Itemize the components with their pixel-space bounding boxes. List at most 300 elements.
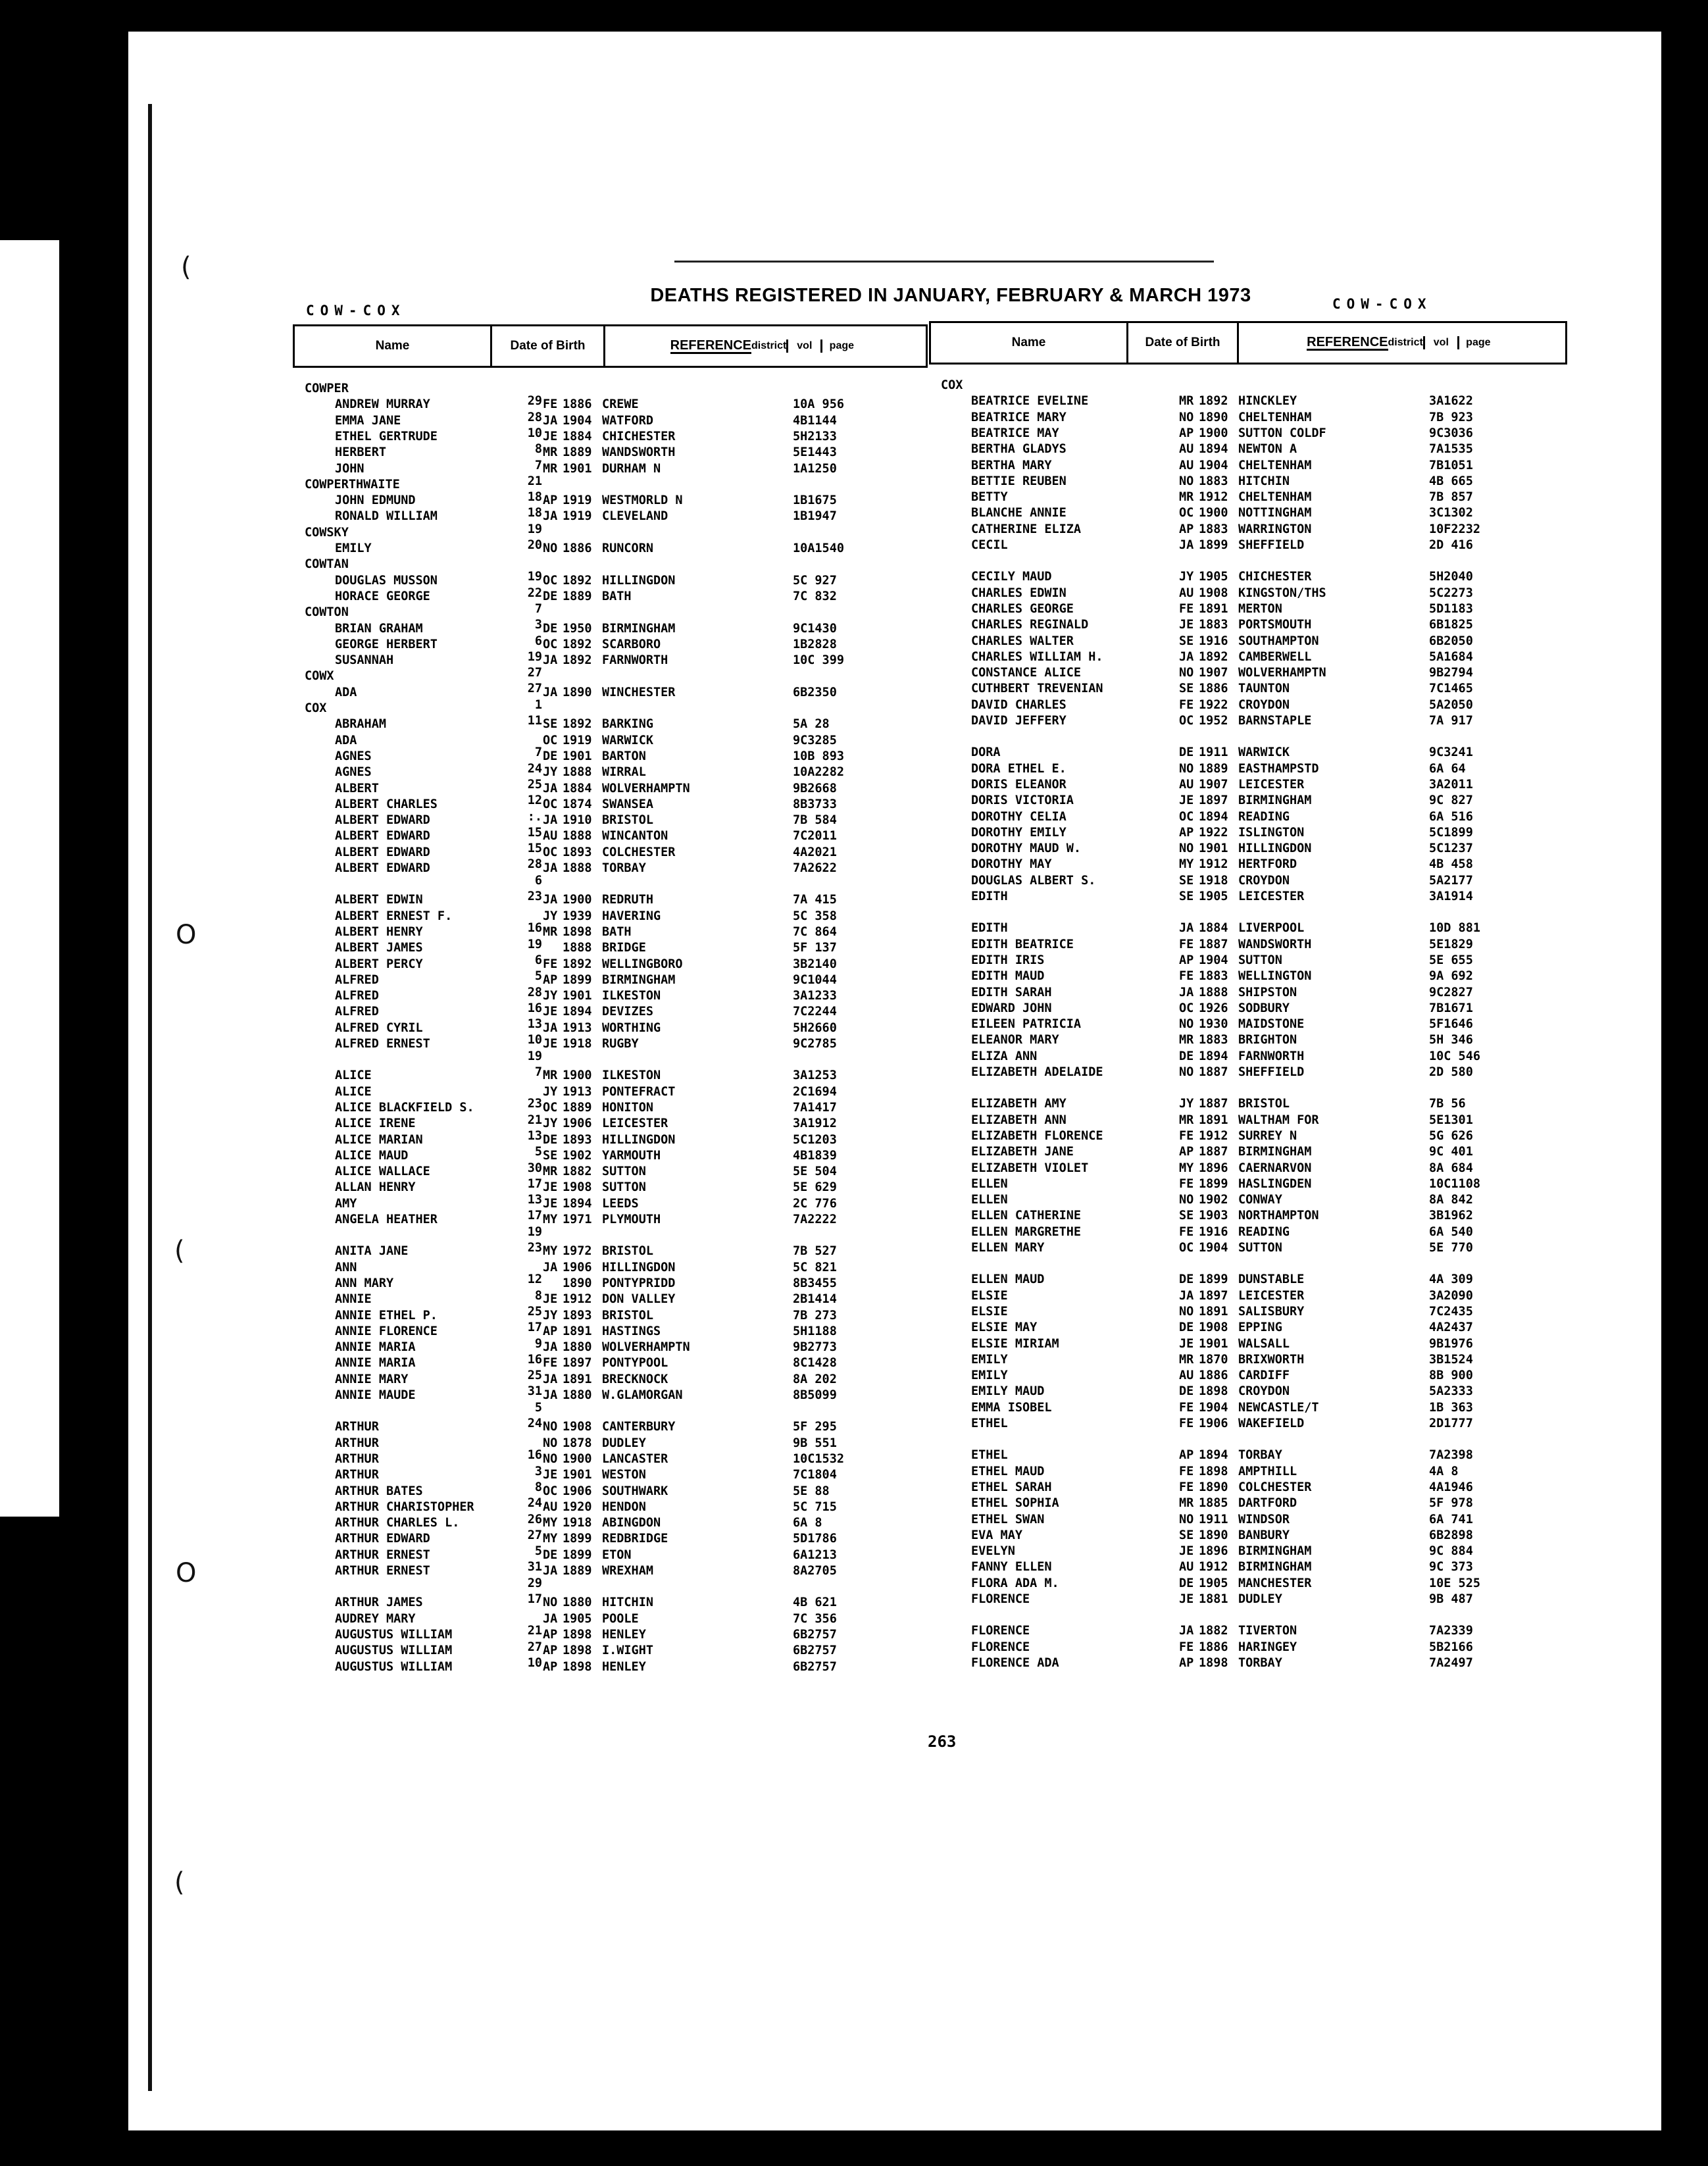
birth-month-cell: OC: [1179, 506, 1194, 520]
birth-day-cell: 20: [527, 538, 542, 552]
forename-cell: AUDREY MARY: [335, 1611, 416, 1626]
birth-day-cell: 5: [534, 1145, 542, 1159]
birth-year-cell: 1886: [1199, 1640, 1228, 1654]
birth-month-cell: JE: [543, 1196, 558, 1211]
reference-cell: 1A1250: [793, 461, 837, 476]
district-cell: WOLVERHAMPTN: [1238, 666, 1326, 680]
reference-cell: 10C 399: [793, 653, 844, 668]
birth-month-cell: NO: [1179, 410, 1194, 424]
district-cell: NORTHAMPTON: [1238, 1209, 1319, 1223]
range-right: COW-COX: [1332, 296, 1432, 312]
reference-cell: 5D1786: [793, 1532, 837, 1546]
birth-year-cell: 1897: [1199, 793, 1228, 808]
forename-cell: DOROTHY MAY: [971, 857, 1052, 872]
birth-day-cell: 6: [534, 873, 542, 888]
birth-day-cell: 19: [527, 649, 542, 664]
district-cell: ABINGDON: [602, 1516, 661, 1530]
birth-day-cell: 23: [527, 890, 542, 903]
birth-month-cell: MR: [543, 1165, 558, 1179]
forename-cell: CHARLES WILLIAM H.: [971, 649, 1103, 664]
district-cell: DUDLEY: [1238, 1592, 1282, 1606]
forename-cell: ETHEL SARAH: [971, 1480, 1052, 1494]
birth-month-cell: MY: [1179, 857, 1194, 872]
surname-heading: COWPER: [305, 382, 349, 395]
birth-month-cell: OC: [543, 573, 558, 588]
birth-day-cell: 30: [527, 1161, 542, 1175]
birth-year-cell: 1893: [563, 1308, 592, 1322]
forename-cell: ALFRED: [335, 989, 379, 1003]
page-header: page: [1466, 337, 1491, 348]
district-cell: WOLVERHAMPTN: [602, 1340, 690, 1355]
birth-month-cell: AP: [1179, 825, 1194, 840]
district-cell: WELLINGBORO: [602, 957, 683, 971]
birth-month-cell: MY: [543, 1213, 558, 1226]
birth-month-cell: FE: [1179, 937, 1194, 951]
district-cell: HASLINGDEN: [1238, 1176, 1312, 1191]
forename-cell: AUGUSTUS WILLIAM: [335, 1659, 453, 1674]
birth-year-cell: 1913: [563, 1020, 592, 1035]
district-cell: BATH: [602, 589, 632, 603]
forename-cell: ALBERT HENRY: [335, 924, 423, 939]
birth-month-cell: OC: [1179, 1241, 1194, 1255]
reference-cell: 5G 626: [1429, 1128, 1473, 1143]
reference-cell: 8A 842: [1429, 1193, 1473, 1207]
birth-day-cell: 28: [527, 410, 542, 424]
reference-cell: 5C 715: [793, 1499, 837, 1514]
forename-cell: ELLEN CATHERINE: [971, 1209, 1082, 1223]
reference-cell: 9C2827: [1429, 985, 1473, 999]
birth-day-cell: 25: [527, 1369, 542, 1383]
district-cell: WALTHAM FOR: [1238, 1113, 1319, 1127]
birth-month-cell: FE: [1179, 1464, 1194, 1478]
district-cell: HARINGEY: [1238, 1640, 1297, 1654]
reference-cell: 9C 401: [1429, 1145, 1473, 1159]
forename-cell: CECILY MAUD: [971, 570, 1052, 584]
forename-cell: ARTHUR BATES: [335, 1484, 423, 1498]
forename-cell: ALICE IRENE: [335, 1117, 416, 1131]
forename-cell: ARTHUR CHARISTOPHER: [335, 1499, 474, 1514]
district-cell: W.GLAMORGAN: [602, 1388, 683, 1402]
forename-cell: CATHERINE ELIZA: [971, 522, 1082, 536]
reference-cell: 8B3733: [793, 797, 837, 811]
birth-day-cell: 16: [527, 1448, 542, 1463]
reference-cell: 10B 893: [793, 749, 844, 763]
forename-cell: FLORENCE: [971, 1592, 1030, 1606]
birth-day-cell: 15: [527, 842, 542, 856]
district-cell: HAVERING: [602, 909, 661, 923]
forename-cell: BERTHA GLADYS: [971, 442, 1067, 457]
reference-cell: 7A2497: [1429, 1655, 1473, 1670]
birth-year-cell: 1899: [563, 1532, 592, 1546]
forename-cell: ALFRED CYRIL: [335, 1020, 423, 1035]
district-cell: LEICESTER: [1238, 777, 1305, 792]
district-cell: DON VALLEY: [602, 1292, 676, 1307]
birth-month-cell: AP: [1179, 1448, 1194, 1463]
district-cell: SOUTHWARK: [602, 1484, 668, 1498]
birth-month-cell: JY: [543, 1308, 558, 1322]
birth-year-cell: 1897: [563, 1356, 592, 1371]
reference-cell: 7C2244: [793, 1005, 837, 1019]
forename-cell: EMILY: [971, 1369, 1008, 1383]
birth-month-cell: AP: [1179, 1145, 1194, 1159]
birth-day-cell: 17: [527, 1321, 542, 1335]
district-cell: HILLINGDON: [602, 1260, 676, 1274]
birth-month-cell: NO: [543, 542, 558, 555]
forename-cell: ARTHUR ERNEST: [335, 1564, 430, 1578]
birth-day-cell: 13: [527, 1128, 542, 1143]
birth-day-cell: 10: [527, 1655, 542, 1670]
district-cell: DUNSTABLE: [1238, 1272, 1305, 1287]
reference-cell: 4B 665: [1429, 474, 1473, 488]
reference-cell: 9C 827: [1429, 793, 1473, 808]
reference-cell: 7A2398: [1429, 1448, 1473, 1463]
district-cell: CANTERBURY: [602, 1420, 676, 1434]
district-cell: WARWICK: [602, 733, 653, 747]
reference-cell: 7B1051: [1429, 458, 1473, 472]
table-header: [929, 321, 1567, 365]
forename-cell: ADA: [335, 733, 357, 747]
forename-cell: ELLEN: [971, 1193, 1008, 1207]
reference-cell: 5C1203: [793, 1132, 837, 1147]
district-cell: BRIDGE: [602, 941, 646, 955]
birth-year-cell: 1892: [563, 717, 592, 732]
district-cell: WAKEFIELD: [1238, 1417, 1305, 1430]
birth-year-cell: 1911: [1199, 1512, 1228, 1526]
forename-cell: BLANCHE ANNIE: [971, 506, 1067, 520]
birth-year-cell: 1908: [563, 1180, 592, 1195]
birth-day-cell: 21: [527, 474, 542, 488]
forename-cell: AUGUSTUS WILLIAM: [335, 1627, 453, 1642]
birth-month-cell: JE: [543, 1005, 558, 1019]
forename-cell: ALBERT: [335, 781, 379, 795]
birth-month-cell: FE: [1179, 1480, 1194, 1494]
birth-month-cell: JE: [1179, 1544, 1194, 1559]
birth-month-cell: JA: [1179, 1624, 1194, 1638]
birth-day-cell: 31: [527, 1560, 542, 1574]
district-cell: CROYDON: [1238, 697, 1290, 712]
birth-year-cell: 1904: [563, 413, 592, 428]
forename-cell: DOROTHY EMILY: [971, 825, 1067, 840]
birth-day-cell: 19: [527, 1049, 542, 1063]
district-cell: I.WIGHT: [602, 1644, 653, 1658]
birth-month-cell: JY: [543, 765, 558, 780]
birth-day-cell: 17: [527, 1176, 542, 1191]
birth-day-cell: :.: [527, 809, 542, 824]
forename-cell: ETHEL MAUD: [971, 1464, 1045, 1478]
district-cell: HILLINGDON: [602, 573, 676, 588]
surname-heading: COX: [305, 701, 327, 715]
district-cell: ETON: [602, 1548, 632, 1562]
forename-cell: ANNIE: [335, 1292, 372, 1307]
birth-month-cell: JA: [543, 813, 558, 828]
district-cell: WELLINGTON: [1238, 969, 1312, 984]
district-cell: PONTYPOOL: [602, 1356, 668, 1371]
birth-day-cell: 6: [534, 634, 542, 648]
forename-cell: BEATRICE MAY: [971, 426, 1059, 440]
birth-month-cell: FE: [1179, 1176, 1194, 1191]
birth-month-cell: NO: [1179, 761, 1194, 776]
reference-cell: 7A1535: [1429, 442, 1473, 457]
birth-month-cell: JA: [1179, 985, 1194, 999]
page-number: 263: [928, 1732, 957, 1751]
birth-year-cell: 1887: [1199, 1145, 1228, 1159]
forename-cell: DORIS ELEANOR: [971, 777, 1067, 792]
district-cell: CROYDON: [1238, 1384, 1290, 1399]
punch-hole-icon: (: [174, 1236, 185, 1266]
reference-cell: 9B1976: [1429, 1336, 1473, 1351]
district-cell: HASTINGS: [602, 1324, 661, 1338]
dob-header: Date of Birth: [1128, 323, 1239, 363]
birth-year-cell: 1901: [1199, 842, 1228, 856]
forename-cell: EMMA ISOBEL: [971, 1400, 1052, 1415]
birth-year-cell: 1905: [1199, 1576, 1228, 1590]
forename-cell: ALICE WALLACE: [335, 1165, 430, 1179]
forename-cell: CHARLES EDWIN: [971, 586, 1067, 600]
birth-day-cell: 28: [527, 857, 542, 872]
birth-month-cell: MR: [1179, 1033, 1194, 1047]
birth-year-cell: 1920: [563, 1499, 592, 1514]
district-cell: SHEFFIELD: [1238, 1065, 1305, 1079]
forename-cell: ELSIE: [971, 1304, 1008, 1319]
reference-header: [1239, 323, 1565, 363]
birth-month-cell: NO: [1179, 1304, 1194, 1319]
reference-cell: 10A1540: [793, 542, 844, 555]
forename-cell: EDITH BEATRICE: [971, 937, 1074, 951]
forename-cell: ARTHUR EDWARD: [335, 1532, 430, 1546]
birth-year-cell: 1886: [563, 397, 592, 412]
forename-cell: ELIZABETH ADELAIDE: [971, 1065, 1103, 1079]
reference-cell: 10C1108: [1429, 1176, 1480, 1191]
birth-month-cell: AU: [1179, 1560, 1194, 1574]
forename-cell: ANN: [335, 1260, 357, 1274]
birth-month-cell: JY: [1179, 570, 1194, 584]
reference-cell: 5E 655: [1429, 953, 1473, 967]
district-cell: CROYDON: [1238, 873, 1290, 888]
reference-cell: 3A1622: [1429, 394, 1473, 409]
forename-cell: DAVID JEFFERY: [971, 714, 1067, 728]
birth-month-cell: AU: [1179, 458, 1194, 472]
birth-year-cell: 1899: [1199, 1272, 1228, 1287]
birth-month-cell: NO: [1179, 1193, 1194, 1207]
birth-month-cell: FE: [1179, 1400, 1194, 1415]
district-cell: BRISTOL: [602, 813, 653, 828]
birth-month-cell: FE: [1179, 1417, 1194, 1430]
forename-cell: ANITA JANE: [335, 1244, 409, 1259]
forename-cell: ADA: [335, 685, 357, 699]
birth-day-cell: 7: [534, 601, 542, 616]
birth-year-cell: 1908: [563, 1420, 592, 1434]
reference-cell: 5C 821: [793, 1260, 837, 1274]
birth-month-cell: AU: [1179, 442, 1194, 457]
reference-cell: 7C1465: [1429, 682, 1473, 696]
reference-title: REFERENCE: [670, 338, 751, 353]
reference-cell: 5H2660: [793, 1020, 837, 1035]
reference-cell: 2D1777: [1429, 1417, 1473, 1430]
district-cell: MAIDSTONE: [1238, 1017, 1305, 1032]
forename-cell: BEATRICE MARY: [971, 410, 1067, 424]
district-cell: FARNWORTH: [602, 653, 668, 668]
birth-month-cell: AP: [543, 1627, 558, 1642]
forename-cell: ETHEL SWAN: [971, 1512, 1045, 1526]
birth-year-cell: 1894: [1199, 1448, 1228, 1463]
forename-cell: DOUGLAS MUSSON: [335, 573, 438, 588]
district-cell: CAERNARVON: [1238, 1161, 1312, 1175]
reference-cell: 9C 884: [1429, 1544, 1473, 1559]
forename-cell: AMY: [335, 1196, 357, 1211]
birth-year-cell: 1888: [563, 829, 592, 844]
birth-month-cell: FE: [1179, 1640, 1194, 1654]
forename-cell: GEORGE HERBERT: [335, 637, 438, 651]
reference-cell: 5H2040: [1429, 570, 1473, 584]
forename-cell: ALFRED: [335, 972, 379, 987]
birth-month-cell: AU: [1179, 777, 1194, 792]
district-cell: WIRRAL: [602, 765, 646, 780]
birth-year-cell: 1918: [563, 1516, 592, 1530]
range-left: COW-COX: [306, 303, 406, 318]
district-cell: AMPTHILL: [1238, 1464, 1297, 1478]
birth-day-cell: 3: [534, 618, 542, 632]
forename-cell: EMILY MAUD: [971, 1384, 1045, 1399]
birth-month-cell: FE: [1179, 1128, 1194, 1143]
district-cell: SUTTON: [602, 1165, 646, 1179]
birth-month-cell: DE: [543, 621, 558, 636]
district-cell: LEICESTER: [1238, 1288, 1305, 1303]
district-cell: BATH: [602, 924, 632, 939]
forename-cell: BERTHA MARY: [971, 458, 1052, 472]
district-cell: FARNWORTH: [1238, 1049, 1305, 1063]
forename-cell: ELIZABETH FLORENCE: [971, 1128, 1103, 1143]
district-cell: HENLEY: [602, 1627, 646, 1642]
district-cell: KINGSTON/THS: [1238, 586, 1326, 600]
reference-cell: 5D1183: [1429, 601, 1473, 616]
reference-cell: 5H 346: [1429, 1033, 1473, 1047]
birth-day-cell: 27: [527, 1640, 542, 1654]
reference-cell: 9C 373: [1429, 1560, 1473, 1574]
birth-month-cell: MR: [543, 924, 558, 939]
forename-cell: ARTHUR: [335, 1451, 379, 1466]
birth-day-cell: 23: [527, 1097, 542, 1111]
reference-cell: 1B1947: [793, 509, 837, 524]
forename-cell: ELIZABETH AMY: [971, 1097, 1067, 1111]
birth-day-cell: 27: [527, 1528, 542, 1542]
district-cell: SCARBORO: [602, 637, 661, 651]
forename-cell: FLORA ADA M.: [971, 1576, 1059, 1590]
birth-year-cell: 1887: [1199, 1097, 1228, 1111]
forename-cell: EVELYN: [971, 1544, 1015, 1559]
birth-year-cell: 1894: [1199, 442, 1228, 457]
birth-day-cell: 26: [527, 1512, 542, 1526]
reference-cell: 6A 540: [1429, 1224, 1473, 1239]
reference-cell: 10C 546: [1429, 1049, 1480, 1063]
district-cell: DUDLEY: [602, 1436, 646, 1450]
birth-month-cell: MR: [1179, 1352, 1194, 1367]
forename-cell: ARTHUR ERNEST: [335, 1548, 430, 1562]
reference-cell: 7A 917: [1429, 714, 1473, 728]
birth-month-cell: JE: [1179, 618, 1194, 632]
reference-cell: 5C 358: [793, 909, 837, 923]
forename-cell: JOHN: [335, 461, 364, 476]
district-cell: WORTHING: [602, 1020, 661, 1035]
forename-cell: ETHEL SOPHIA: [971, 1496, 1059, 1511]
district-cell: CLEVELAND: [602, 509, 668, 524]
forename-cell: ABRAHAM: [335, 717, 386, 732]
punch-hole-icon: (: [181, 252, 191, 282]
birth-month-cell: NO: [1179, 1065, 1194, 1079]
birth-year-cell: 1905: [1199, 890, 1228, 903]
district-cell: WALSALL: [1238, 1336, 1290, 1351]
birth-month-cell: NO: [1179, 666, 1194, 680]
birth-month-cell: NO: [543, 1436, 558, 1450]
birth-year-cell: 1904: [1199, 1400, 1228, 1415]
birth-year-cell: 1887: [1199, 1065, 1228, 1079]
birth-year-cell: 1912: [1199, 490, 1228, 505]
birth-month-cell: NO: [543, 1596, 558, 1610]
birth-month-cell: FE: [1179, 1224, 1194, 1239]
reference-cell: 7B 527: [793, 1244, 837, 1259]
birth-year-cell: 1884: [563, 781, 592, 795]
birth-month-cell: OC: [1179, 809, 1194, 824]
district-cell: WOLVERHAMPTN: [602, 781, 690, 795]
reference-cell: 5F 137: [793, 941, 837, 955]
forename-cell: EDWARD JOHN: [971, 1001, 1052, 1015]
forename-cell: ELLEN MARY: [971, 1241, 1045, 1255]
birth-year-cell: 1880: [563, 1596, 592, 1610]
district-cell: BARNSTAPLE: [1238, 714, 1312, 728]
reference-cell: 6B2757: [793, 1644, 837, 1658]
reference-cell: 5A1684: [1429, 649, 1473, 664]
district-cell: LEICESTER: [602, 1117, 668, 1131]
forename-cell: ANNIE ETHEL P.: [335, 1308, 438, 1322]
forename-cell: ELSIE: [971, 1288, 1008, 1303]
surname-heading: COWTAN: [305, 557, 349, 572]
forename-cell: ALBERT JAMES: [335, 941, 423, 955]
reference-cell: 9B2773: [793, 1340, 837, 1355]
forename-cell: CONSTANCE ALICE: [971, 666, 1082, 680]
forename-cell: ALICE BLACKFIELD S.: [335, 1100, 474, 1115]
birth-month-cell: OC: [1179, 1001, 1194, 1015]
reference-cell: 6A 516: [1429, 809, 1473, 824]
birth-year-cell: 1874: [563, 797, 592, 811]
reference-cell: 7C2435: [1429, 1304, 1473, 1319]
birth-year-cell: 1883: [1199, 522, 1228, 536]
district-cell: REDBRIDGE: [602, 1532, 668, 1546]
reference-cell: 2C 776: [793, 1196, 837, 1211]
forename-cell: DORIS VICTORIA: [971, 793, 1074, 808]
birth-month-cell: JE: [1179, 1336, 1194, 1351]
birth-year-cell: 1886: [1199, 1369, 1228, 1383]
reference-cell: 5A2177: [1429, 873, 1473, 888]
birth-month-cell: NO: [543, 1451, 558, 1466]
district-cell: BRIGHTON: [1238, 1033, 1297, 1047]
birth-year-cell: 1870: [1199, 1352, 1228, 1367]
birth-month-cell: JY: [1179, 1097, 1194, 1111]
forename-cell: DOROTHY MAUD W.: [971, 842, 1082, 856]
forename-cell: ARTHUR JAMES: [335, 1596, 423, 1610]
birth-year-cell: 1904: [1199, 953, 1228, 967]
reference-cell: 4B 458: [1429, 857, 1473, 872]
reference-cell: 6B2898: [1429, 1528, 1473, 1542]
birth-year-cell: 1901: [563, 461, 592, 476]
birth-year-cell: 1898: [563, 924, 592, 939]
birth-month-cell: FE: [1179, 601, 1194, 616]
reference-cell: 5C2273: [1429, 586, 1473, 600]
birth-month-cell: JE: [1179, 793, 1194, 808]
birth-month-cell: DE: [543, 589, 558, 603]
district-cell: HINCKLEY: [1238, 394, 1297, 409]
dob-header: Date of Birth: [492, 326, 605, 366]
birth-day-cell: 3: [534, 1464, 542, 1478]
forename-cell: ALFRED ERNEST: [335, 1037, 430, 1051]
